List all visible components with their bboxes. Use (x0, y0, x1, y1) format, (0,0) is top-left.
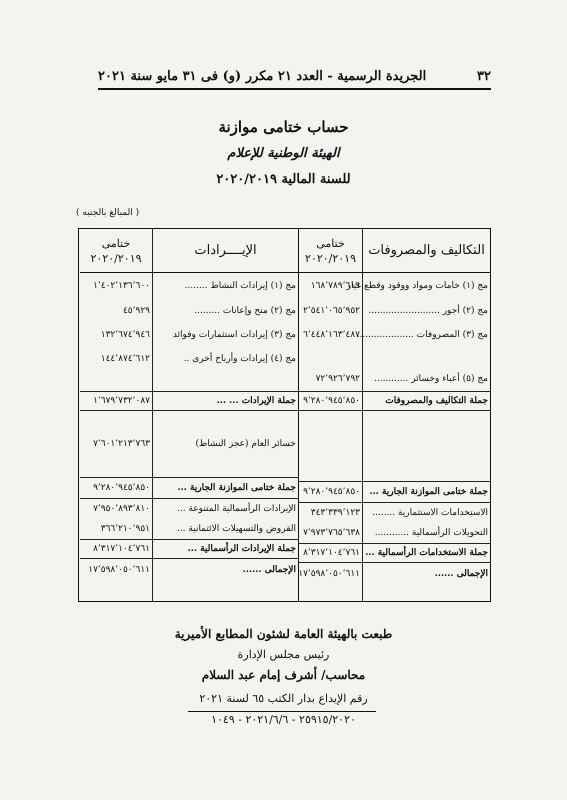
entity-name: الهيئة الوطنية للإعلام (227, 146, 340, 161)
revenue-value: ١٣٢٬٦٧٤٬٩٤٦ (100, 330, 150, 340)
print-code: ٢٥٩١٥/٢٠٢٠ - ٢٠٢١/٦/٦ - ١٠٤٩ (211, 713, 356, 726)
expenses-amount-header: ختامى ٢٠٢٠/٢٠١٩ (299, 229, 362, 273)
current-total-value: ٩٬٢٨٠٬٩٤٥٬٨٥٠ (80, 477, 152, 499)
capital-use-value: ٧٬٩٧٣٬٧٦٥٬٦٣٨ (303, 528, 360, 538)
revenue-label: مج (٣) إيرادات استثمارات وفوائد (172, 330, 296, 340)
capital-uses-total-value: ٨٬٣١٧٬١٠٤٬٧٦١ (299, 543, 362, 563)
revenue-label: مج (٢) منح وإعانات ......... (194, 306, 296, 316)
expense-label: مج (٢) أجور ......................... (368, 306, 488, 316)
capital-use-label: التحويلات الرأسمالية ............ (374, 528, 488, 538)
chairman-title: رئيس مجلس الإدارة (237, 648, 330, 661)
deficit-value: ٧٬٦٠١٬٢١٣٬٧٦٣ (93, 439, 150, 449)
current-total-label: جملة ختامى الموازنة الجارية ... (153, 477, 298, 499)
revenue-value: ١٤٤٬٨٧٤٬٦١٢ (100, 354, 150, 364)
expense-value: ٧٢٬٩٢٦٬٧٩٢ (315, 374, 360, 384)
fiscal-year: للسنة المالية ٢٠٢٠/٢٠١٩ (216, 172, 351, 187)
capital-revenues-total-label: جملة الإيرادات الرأسمالية ... (153, 539, 298, 559)
spacer (299, 411, 362, 481)
expense-label: مج (٥) أعباء وخسائر ............ (374, 374, 488, 384)
footer-rule (188, 711, 376, 712)
spacer (299, 347, 362, 367)
expense-label: مج (١) خامات ومواد ووقود وقطع غيار (346, 281, 488, 291)
revenue-label: مج (١) إيرادات النشاط ........ (184, 281, 296, 291)
expense-label: مج (٣) المصروفات .................... (356, 330, 488, 340)
expense-value: ٦٬٤٤٨٬١٦٣٬٤٨٧ (303, 330, 360, 340)
grand-total-label: الإجمالى ...... (434, 569, 488, 579)
capital-use-label: الاستخدامات الاستثمارية ........ (372, 508, 488, 518)
expenses-label-column (346, 229, 490, 601)
current-total-value: ٩٬٢٨٠٬٩٤٥٬٨٥٠ (299, 481, 362, 503)
revenues-total-label: جملة الإيرادات ... ... (153, 391, 298, 411)
page-number: ٣٢ (477, 69, 491, 84)
page-header (98, 62, 491, 84)
capital-use-value: ٣٤٣٬٣٣٩٬١٢٣ (310, 508, 360, 518)
header-rule (98, 88, 491, 90)
gazette-line: الجريدة الرسمية - العدد ٢١ مكرر (و) فى ٣١ مايو سنة ٢٠٢١ (98, 69, 427, 84)
final-account-table (78, 228, 491, 602)
spacer (153, 371, 298, 391)
capital-revenue-label: القروض والتسهيلات الائتمانية ... (176, 524, 296, 534)
capital-revenue-value: ٧٬٩٥٠٬٨٩٣٬٨١٠ (93, 504, 150, 514)
capital-revenue-label: الإيرادات الرأسمالية المتنوعة ... (177, 504, 296, 514)
revenue-value: ١٬٤٠٢٬١٣٦٬٦٠٠ (93, 281, 150, 291)
revenues-label-column (152, 229, 298, 601)
revenues-amount-header: ختامى ٢٠٢٠/٢٠١٩ (80, 229, 152, 273)
printer-credit: طبعت بالهيئة العامة لشئون المطابع الأميرية (174, 627, 393, 641)
deficit-label: خسائر العام (عجز النشاط) (195, 439, 296, 449)
capital-uses-total-label: جملة الاستخدامات الرأسمالية ... (363, 543, 490, 563)
revenue-label: مج (٤) إيرادات وأرباح أخرى .. (183, 354, 296, 364)
revenues-total-value: ١٬٦٧٩٬٧٣٢٬٠٨٧ (80, 391, 152, 411)
expenses-amount-column (298, 229, 362, 601)
spacer (80, 371, 152, 391)
expense-value: ١٦٨٬٧٨٩٬٦١٩ (310, 281, 360, 291)
revenue-value: ٤٥٬٩٢٩ (122, 306, 150, 316)
grand-total-value: ١٧٬٥٩٨٬٠٥٠٬٦١١ (88, 565, 150, 575)
current-total-label: جملة ختامى الموازنة الجارية ... (363, 481, 490, 503)
expenses-total-label: جملة التكاليف والمصروفات (363, 391, 490, 411)
revenues-amount-column (80, 229, 152, 601)
spacer (363, 347, 490, 367)
capital-revenues-total-value: ٨٬٣١٧٬١٠٤٬٧٦١ (80, 539, 152, 559)
document-title: حساب ختامى موازنة (218, 118, 349, 136)
expense-value: ٢٬٥٤١٬٠٦٥٬٩٥٢ (303, 306, 360, 316)
capital-revenue-value: ٣٦٦٬٢١٠٬٩٥١ (100, 524, 150, 534)
revenues-header: الإيــــرادات (153, 229, 298, 273)
expenses-header: التكاليف والمصروفات (363, 229, 490, 273)
grand-total-label: الإجمالى ...... (242, 565, 296, 575)
unit-note: ( المبالغ بالجنيه ) (76, 208, 140, 218)
deposit-number: رقم الإيداع بدار الكتب ٦٥ لسنة ٢٠٢١ (199, 692, 368, 705)
expenses-total-value: ٩٬٢٨٠٬٩٤٥٬٨٥٠ (299, 391, 362, 411)
spacer (363, 411, 490, 481)
chairman-name: محاسب/ أشرف إمام عبد السلام (201, 668, 366, 682)
grand-total-value: ١٧٬٥٩٨٬٠٥٠٬٦١١ (298, 569, 360, 579)
